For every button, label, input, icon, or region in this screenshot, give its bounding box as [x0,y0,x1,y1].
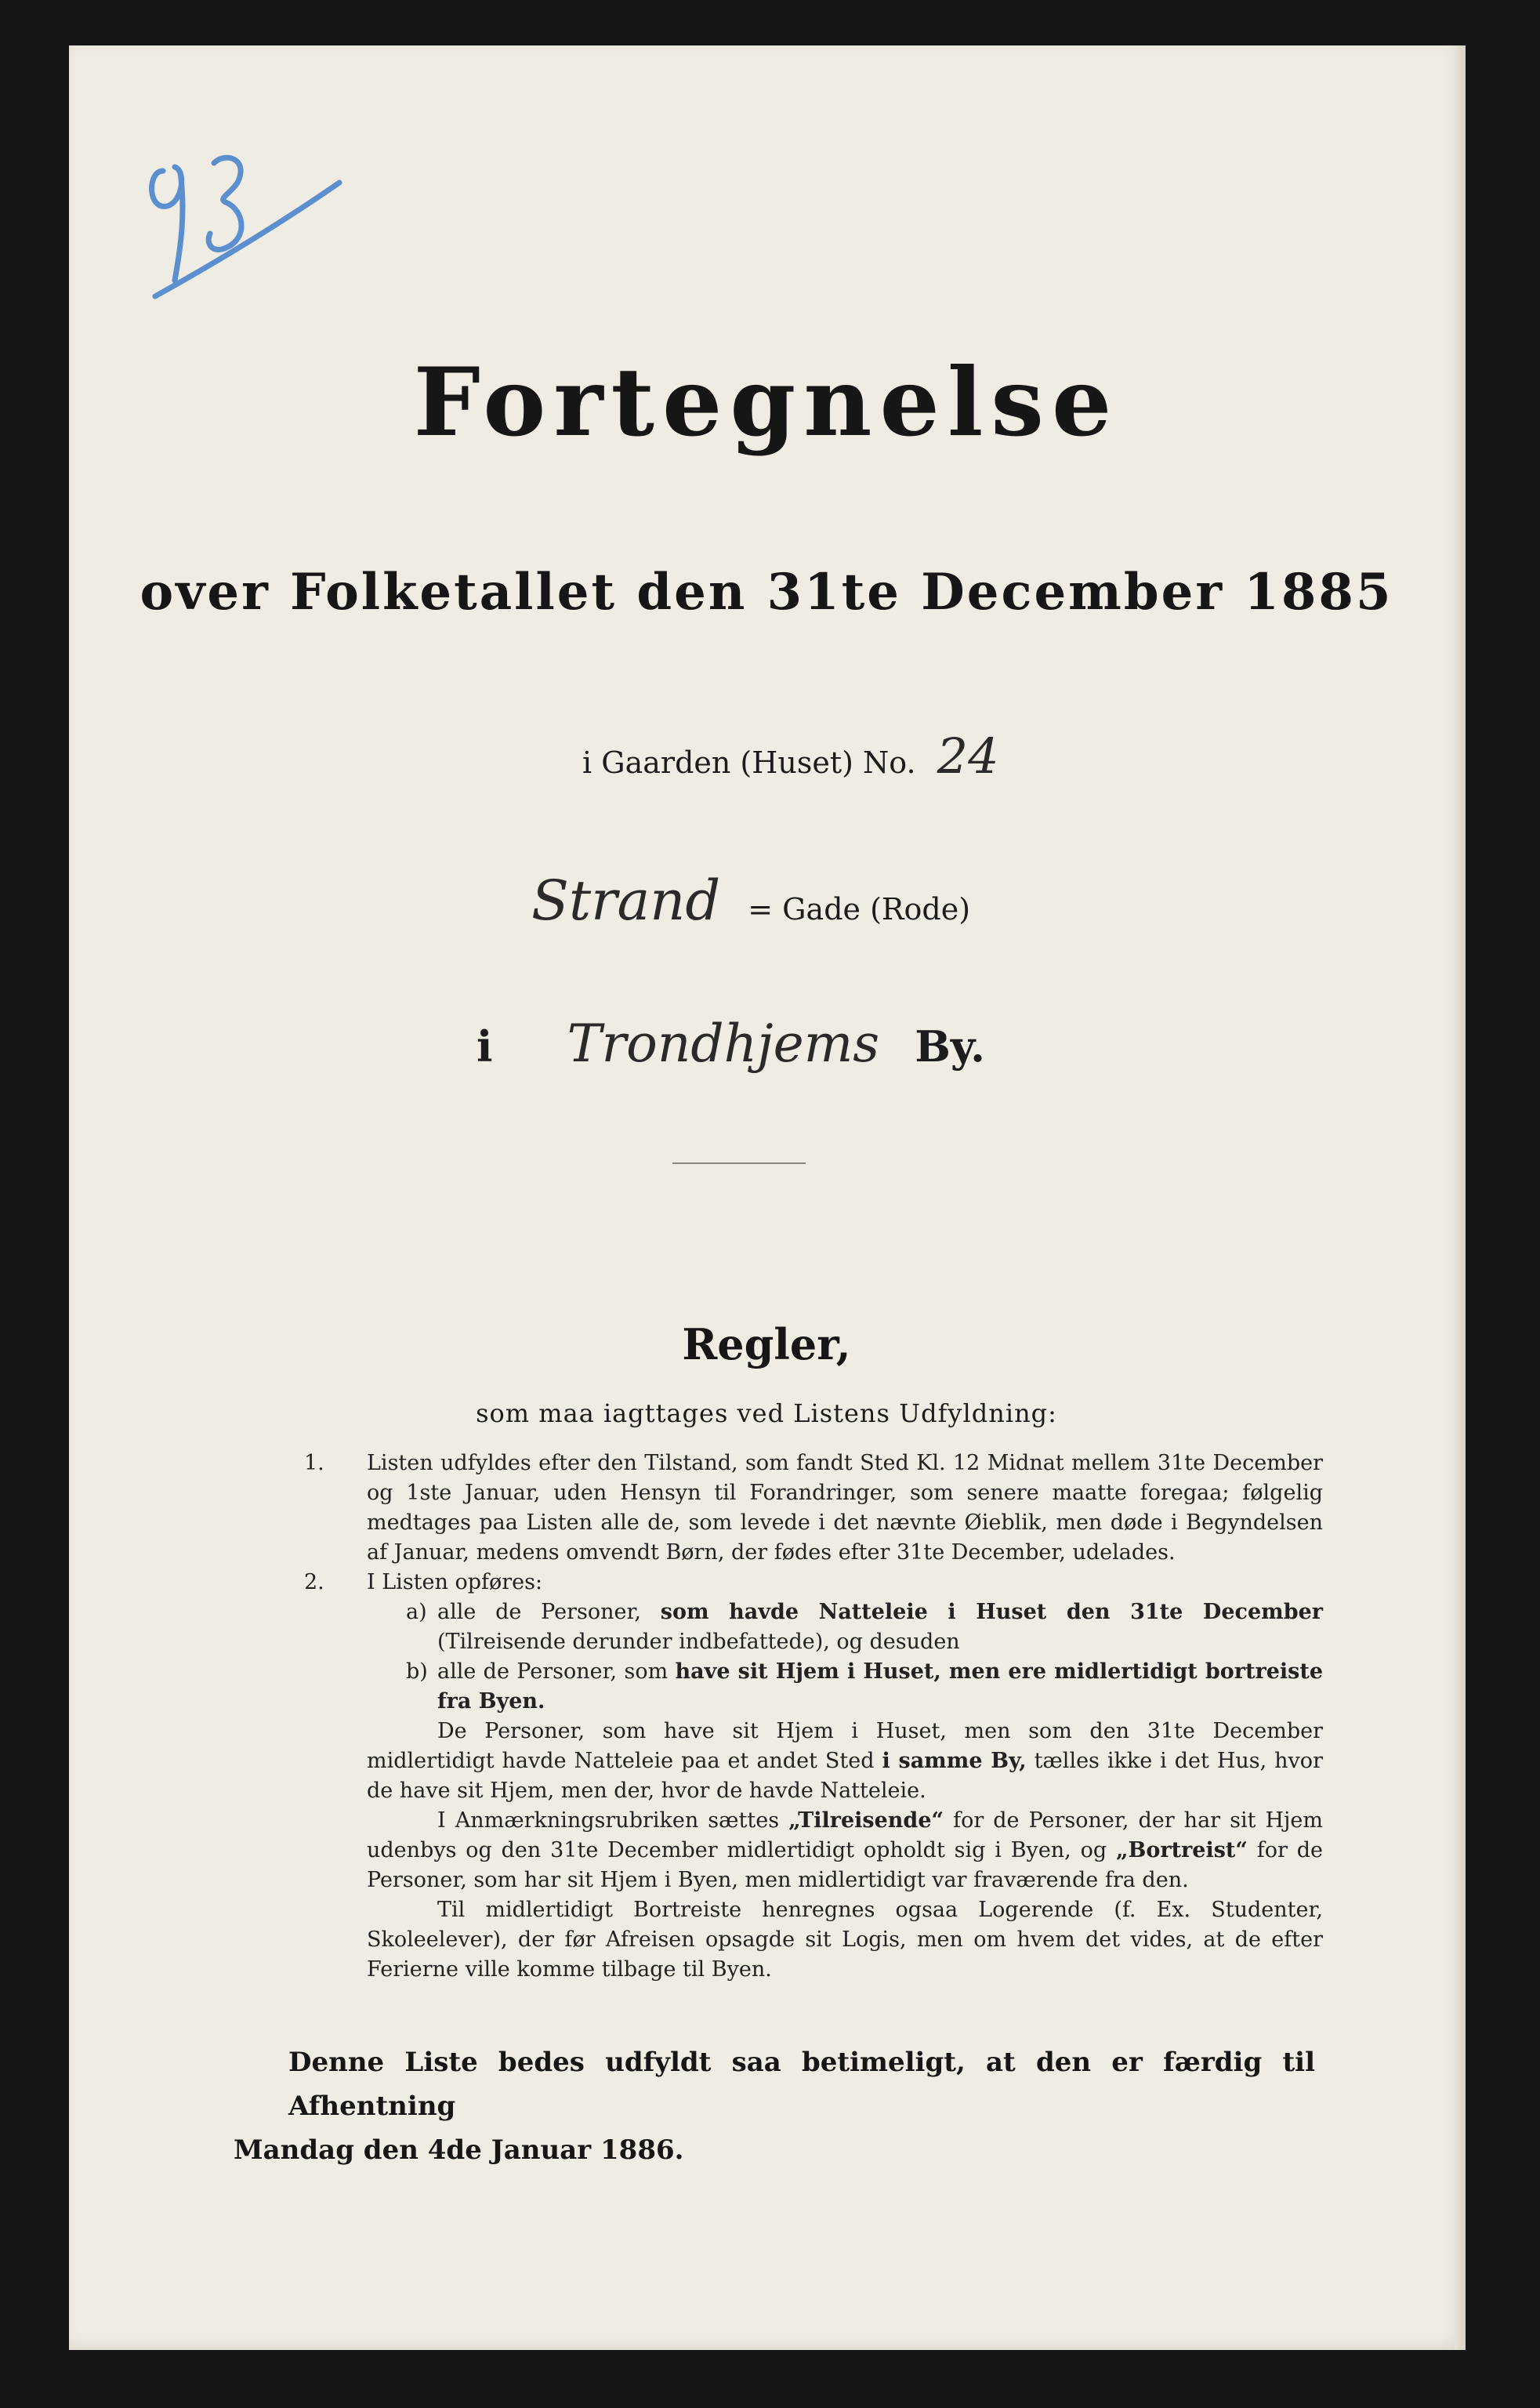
para-1-post: tælles ikke i det Hus, hvor de have sit Hjem, men der, hvor de havde Natteleie. [367,1749,1323,1803]
document-page [69,45,1466,2350]
rule-2a-label: a) [406,1600,427,1624]
rule-2b-bold: have sit Hjem i Huset, men ere midlertidigt bortreiste fra Byen. [437,1659,1323,1714]
rule-2 [304,1568,1323,1597]
gaard-label: i Gaarden (Huset) No. [582,745,916,780]
para-2-mid: for de Personer, der har sit Hjem udenbys og den 31te December midlertidigt opholdt sig i Byen, og [367,1808,1323,1862]
rule-2b-label: b) [406,1659,428,1684]
gade-row [531,869,970,933]
rules-list [304,1449,1323,1985]
rule-paragraph-1 [367,1717,1323,1806]
by-row [476,1014,985,1074]
rule-2b [406,1657,1323,1717]
rules-subtitle: som maa iagttages ved Listens Udfyldning: [476,1398,1057,1428]
rule-2-number: 2. [304,1570,324,1594]
by-label: By. [915,1021,985,1072]
rule-2a-pre: alle de Personer, [437,1600,642,1624]
gaard-value: 24 [937,727,999,785]
footer-notice [234,2040,1315,2172]
rule-1 [304,1449,1323,1568]
rule-1-text: Listen udfyldes efter den Tilstand, som fandt Sted Kl. 12 Midnat mellem 31te December og 1ste Januar, uden Hensyn til Forandringer, som senere maatte foregaa; følgelig medtages paa Listen alle de, som levede i det nævnte Øieblik, men døde i Begyndelsen af Januar, medens omvendt Børn, der fødes efter 31te December, udelades. [367,1451,1323,1565]
gade-label: = Gade (Rode) [748,892,971,927]
by-prefix: i [476,1021,493,1072]
footer-line-1: Denne Liste bedes udfyldt saa betimeligt, at den er færdig til Afhentning [288,2047,1315,2122]
divider-line [672,1162,806,1164]
rule-2a-bold: som havde Natteleie i Huset den 31te December [660,1600,1323,1624]
para-1-bold: i samme By, [882,1749,1027,1773]
gaard-row [582,727,999,785]
archive-number-mark [132,124,351,312]
gade-value: Strand [531,869,721,933]
document-subtitle: over Folketallet den 31te December 1885 [140,563,1393,622]
para-2-pre: I Anmærkningsrubriken sættes [437,1808,780,1833]
by-value: Trondhjems [567,1014,880,1074]
rule-1-number: 1. [304,1451,324,1475]
rule-2a [406,1597,1323,1657]
para-1-pre: De Personer, som have sit Hjem i Huset, men som den 31te December midlertidigt havde Natteleie paa et andet Sted [367,1719,1323,1773]
rule-2a-post: (Tilreisende derunder indbefattede), og desuden [437,1630,960,1654]
rule-2b-pre: alle de Personer, som [437,1659,669,1684]
footer-line-2: Mandag den 4de Januar 1886. [234,2134,684,2166]
para-2-bold-1: „Tilreisende“ [788,1808,944,1833]
rule-paragraph-2 [367,1806,1323,1895]
para-2-post: for de Personer, som har sit Hjem i Byen, men midlertidigt var fraværende fra den. [367,1838,1323,1892]
rules-title: Regler, [682,1319,851,1369]
para-2-bold-2: „Bortreist“ [1115,1838,1248,1862]
rule-2-text: I Listen opføres: [367,1570,543,1594]
document-title: Fortegnelse [413,347,1120,458]
rule-paragraph-3: Til midlertidigt Bortreiste henregnes ogsaa Logerende (f. Ex. Studenter, Skoleelever), der før Afreisen opsagde sit Logis, men om hvem det vides, at de efter Ferierne ville komme tilbage til Byen. [367,1898,1323,1982]
